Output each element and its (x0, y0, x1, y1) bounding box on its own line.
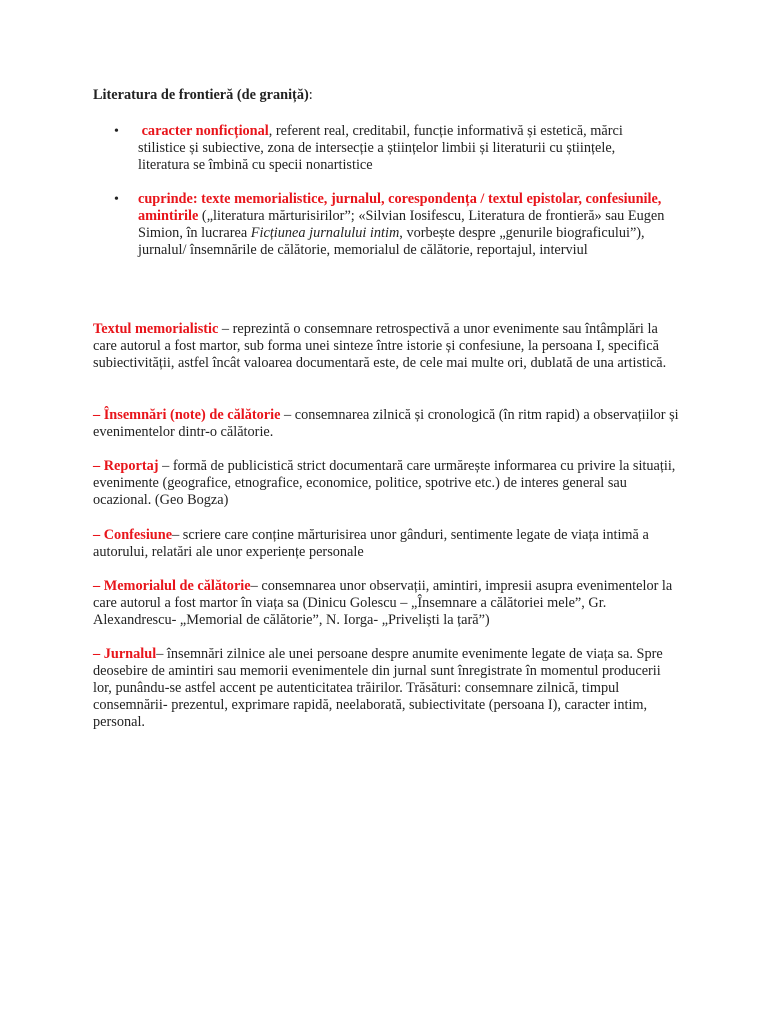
section-report (93, 458, 683, 509)
section-travel-memorial (93, 578, 683, 629)
section-journal (93, 646, 683, 731)
bullet-text (138, 123, 668, 174)
bullet-dot-icon: • (114, 192, 119, 207)
section-memorialistic (93, 321, 683, 372)
section-term: – Memorialul de călătorie (93, 578, 251, 594)
heading-bold: Literatura de frontieră (de graniță) (93, 87, 309, 103)
bullet-term: caracter nonficțional (138, 123, 269, 139)
bullet-term: cuprinde: texte memorialistice, jurnalul, corespondența / textul epistolar, confesiunile, amintirile (138, 191, 662, 224)
bullet-body: , referent real, creditabil, funcție informativă și estetică, mărci stilistice și subiective, zona de intersecție a științelor limbii și literaturii cu științele, literatura se îmbină cu specii nonartistice (138, 123, 623, 173)
bullet-text (138, 191, 668, 259)
section-body: – reprezintă o consemnare retrospectivă a unor evenimente sau întâmplări la care autorul a fost martor, sub forma unei sinteze între istorie și confesiune, la persoana I, specifică subiectivității, astfel încât valoarea documentară este, de cele mai multe ori, dublată de una artistică. (93, 321, 667, 371)
section-travel-notes (93, 407, 683, 441)
bullet-dot-icon: • (114, 124, 119, 139)
section-term: Reportaj (103, 458, 159, 474)
section-lead: – (93, 646, 104, 662)
section-term: Jurnalul (103, 646, 157, 662)
section-term: Confesiune (103, 527, 173, 543)
bullet-body-a: („literatura mărturisirilor”; «Silvian Iosifescu, Literatura de frontieră» sau Eugen Simion, în lucrarea (138, 208, 665, 241)
section-body: – scriere care conține mărturisirea unor gânduri, sentimente legate de viața intimă a autorului, relatări ale unor experiențe personale (93, 527, 649, 560)
section-body: – consemnarea zilnică și cronologică (în ritm rapid) a observațiilor și evenimentelor dintr-o călătorie. (93, 407, 679, 440)
section-lead: – (93, 527, 104, 543)
section-body: – consemnarea unor observații, amintiri, impresii asupra evenimentelor la care autorul a fost martor în viața sa (Dinicu Golescu – „Însemnare a călătoriei mele”, Gr. Alexandrescu- „Memorial de călătorie”, N. Iorga- „Priveliști la țară”) (93, 578, 673, 628)
section-term: Textul memorialistic (93, 321, 219, 337)
bullet-body-b: , vorbește despre „genurile biograficului”), jurnalul/ însemnările de călătorie, memorialul de călătorie, reportajul, interviul (138, 225, 645, 258)
bullet-italic-title: Ficțiunea jurnalului intim (250, 225, 400, 241)
section-lead: – (93, 458, 104, 474)
section-term: Însemnări (note) de călătorie (103, 407, 281, 423)
heading-colon: : (308, 87, 313, 103)
section-body: – formă de publicistică strict documentară care urmărește informarea cu privire la situații, evenimente (geografice, etnografice, economice, politice, spotrive etc.) de interes general sau ocazional. (Geo Bogza) (93, 458, 676, 508)
document-heading (93, 87, 693, 104)
section-confession (93, 527, 683, 561)
section-lead: – (93, 407, 104, 423)
section-body: – însemnări zilnice ale unei persoane despre anumite evenimente legate de viața sa. Spre deosebire de amintiri sau memorii evenimentele din jurnal sunt înregistrate în momentul producerii lor, punându-se astfel accent pe autenticitatea trăirilor. Trăsături: consemnare zilnică, timpul consemnării- prezentul, exprimare rapidă, neelaborată, subiectivitate (persoana I), caracter intim, personal. (93, 646, 663, 730)
